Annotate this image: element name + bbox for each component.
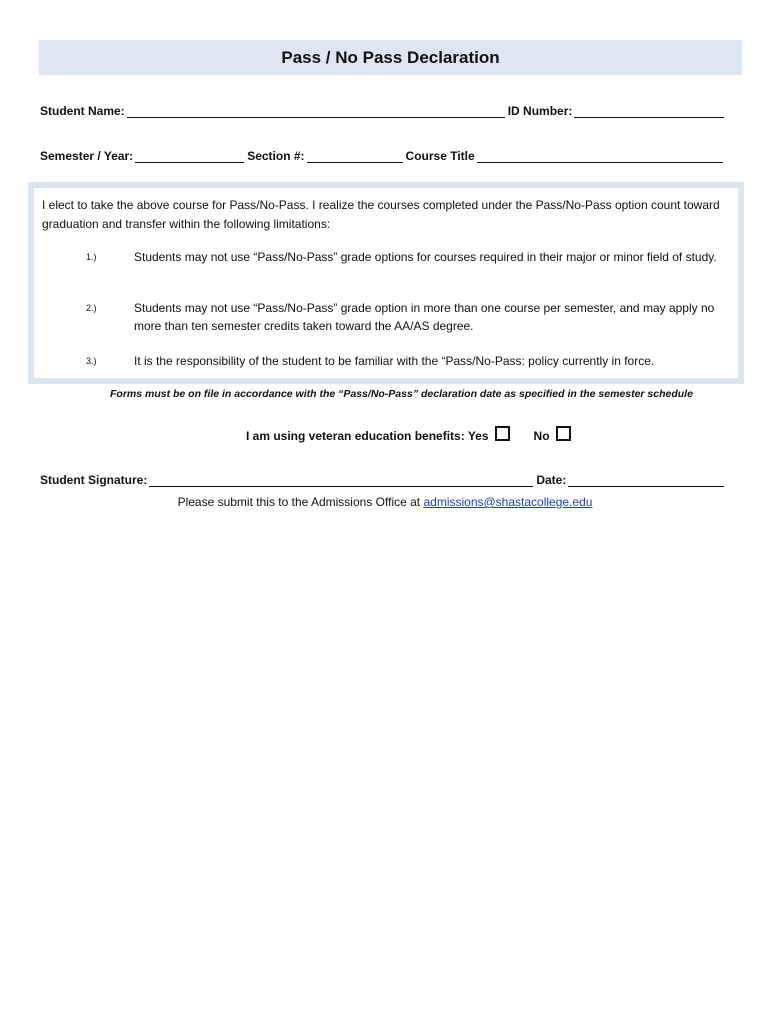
- student-signature-field[interactable]: [149, 474, 533, 487]
- no-checkbox[interactable]: [556, 426, 571, 441]
- policy-item-text: It is the responsibility of the student to be familiar with the “Pass/No-Pass: policy currently in force.: [134, 354, 655, 368]
- policy-item-text: Students may not use “Pass/No-Pass” grade options for courses required in their major or minor field of study.: [134, 250, 717, 264]
- admissions-email-link[interactable]: admissions@shastacollege.edu: [423, 495, 593, 509]
- student-signature-label: Student Signature:: [40, 473, 148, 487]
- signature-row: [40, 473, 727, 487]
- title-bar: [39, 40, 742, 75]
- submit-instructions: [0, 495, 770, 509]
- id-number-label: ID Number:: [507, 104, 573, 118]
- policy-item-number: 3.): [86, 356, 97, 366]
- semester-year-label: Semester / Year:: [40, 149, 134, 163]
- page-title: Pass / No Pass Declaration: [281, 47, 500, 67]
- veteran-benefits-row: [246, 428, 571, 443]
- course-info-row: [40, 149, 726, 163]
- date-label: Date:: [536, 473, 567, 487]
- semester-year-field[interactable]: [135, 150, 244, 163]
- course-title-field[interactable]: [477, 150, 723, 163]
- student-info-row: [40, 104, 727, 118]
- id-number-field[interactable]: [574, 105, 724, 118]
- student-name-label: Student Name:: [40, 104, 125, 118]
- veteran-benefits-label: I am using veteran education benefits: Yes: [246, 428, 489, 443]
- date-field[interactable]: [568, 474, 724, 487]
- submit-text: Please submit this to the Admissions Office at: [177, 495, 421, 509]
- filing-note: Forms must be on file in accordance with the “Pass/No-Pass” declaration date as specified in the semester schedule: [110, 388, 693, 400]
- yes-checkbox[interactable]: [495, 426, 510, 441]
- course-title-label: Course Title: [405, 149, 475, 163]
- no-label: No: [533, 428, 550, 443]
- policy-item-number: 2.): [86, 303, 97, 313]
- section-label: Section #:: [247, 149, 305, 163]
- policy-box: [28, 182, 744, 384]
- policy-intro: I elect to take the above course for Pass/No-Pass. I realize the courses completed under the Pass/No-Pass option count toward graduation and transfer within the following limitations:: [42, 198, 720, 231]
- student-name-field[interactable]: [127, 105, 505, 118]
- policy-item-number: 1.): [86, 252, 97, 262]
- policy-item-text: Students may not use “Pass/No-Pass” grade option in more than one course per semester, and may apply no more than ten semester credits taken toward the AA/AS degree.: [134, 301, 715, 333]
- section-field[interactable]: [307, 150, 403, 163]
